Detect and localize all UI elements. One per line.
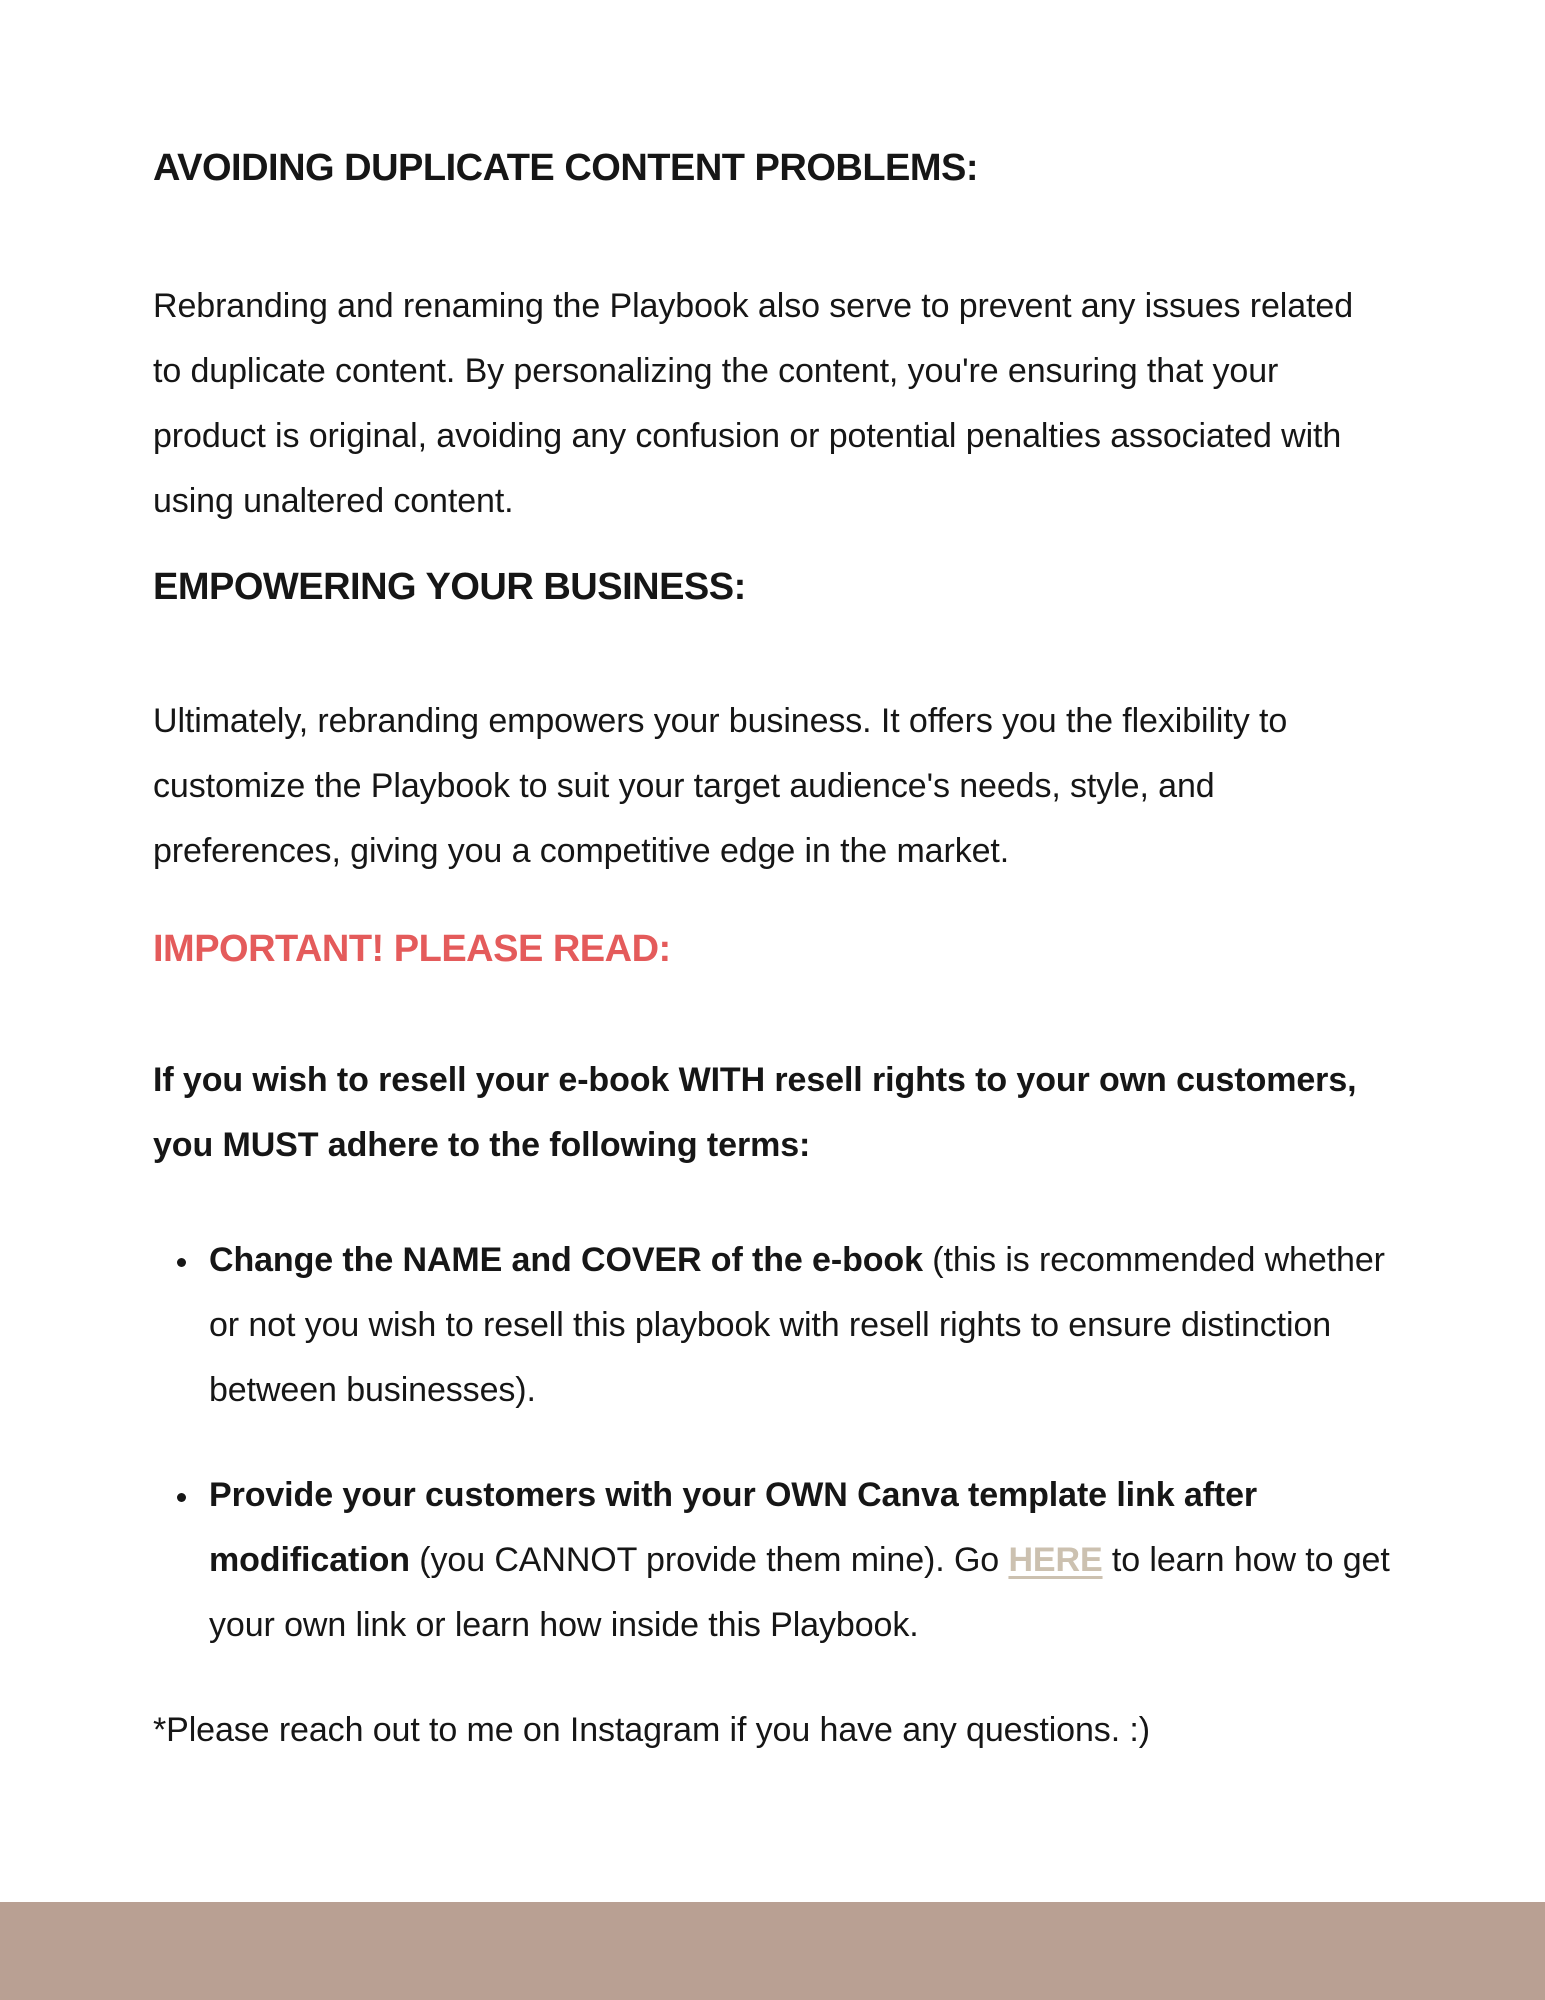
terms-list: [153, 1228, 1390, 1658]
term-bold-text: Provide your customers with your OWN Canva template link after modification: [209, 1476, 1258, 1580]
heading-important-please-read: IMPORTANT! PLEASE READ:: [153, 927, 671, 970]
term-bold-text: Change the NAME and COVER of the e-book: [209, 1241, 923, 1280]
heading-empowering-business: EMPOWERING YOUR BUSINESS:: [153, 565, 746, 608]
paragraph-resell-terms-intro: If you wish to resell your e-book WITH resell rights to your own customers, you MUST adhere to the following terms:: [153, 1061, 1357, 1165]
footer-bar: [0, 1902, 1545, 2000]
paragraph-duplicate-content: Rebranding and renaming the Playbook also serve to prevent any issues related to duplicate content. By personalizing the content, you're ensuring that your product is original, avoiding any confusion or potential penalties associated with using unaltered content.: [153, 286, 1354, 520]
list-item-change-name-cover: [201, 1228, 1390, 1423]
term-regular-text: (you CANNOT provide them mine). Go: [409, 1541, 1009, 1580]
heading-avoiding-duplicate-content: AVOIDING DUPLICATE CONTENT PROBLEMS:: [153, 147, 979, 189]
list-item-provide-own-link: [201, 1463, 1390, 1658]
term-regular-text: to learn how to get your own link or learn how inside this Playbook.: [209, 1541, 1390, 1645]
term-regular-text: (this is recommended whether or not you wish to resell this playbook with resell rights to ensure distinction between businesses).: [209, 1241, 1385, 1410]
paragraph-empowering-business: Ultimately, rebranding empowers your business. It offers you the flexibility to customize the Playbook to suit your target audience's needs, style, and preferences, giving you a competitive edge in the market.: [153, 701, 1288, 870]
here-link[interactable]: HERE: [1008, 1541, 1103, 1580]
footnote-instagram: *Please reach out to me on Instagram if you have any questions. :): [153, 1711, 1150, 1750]
